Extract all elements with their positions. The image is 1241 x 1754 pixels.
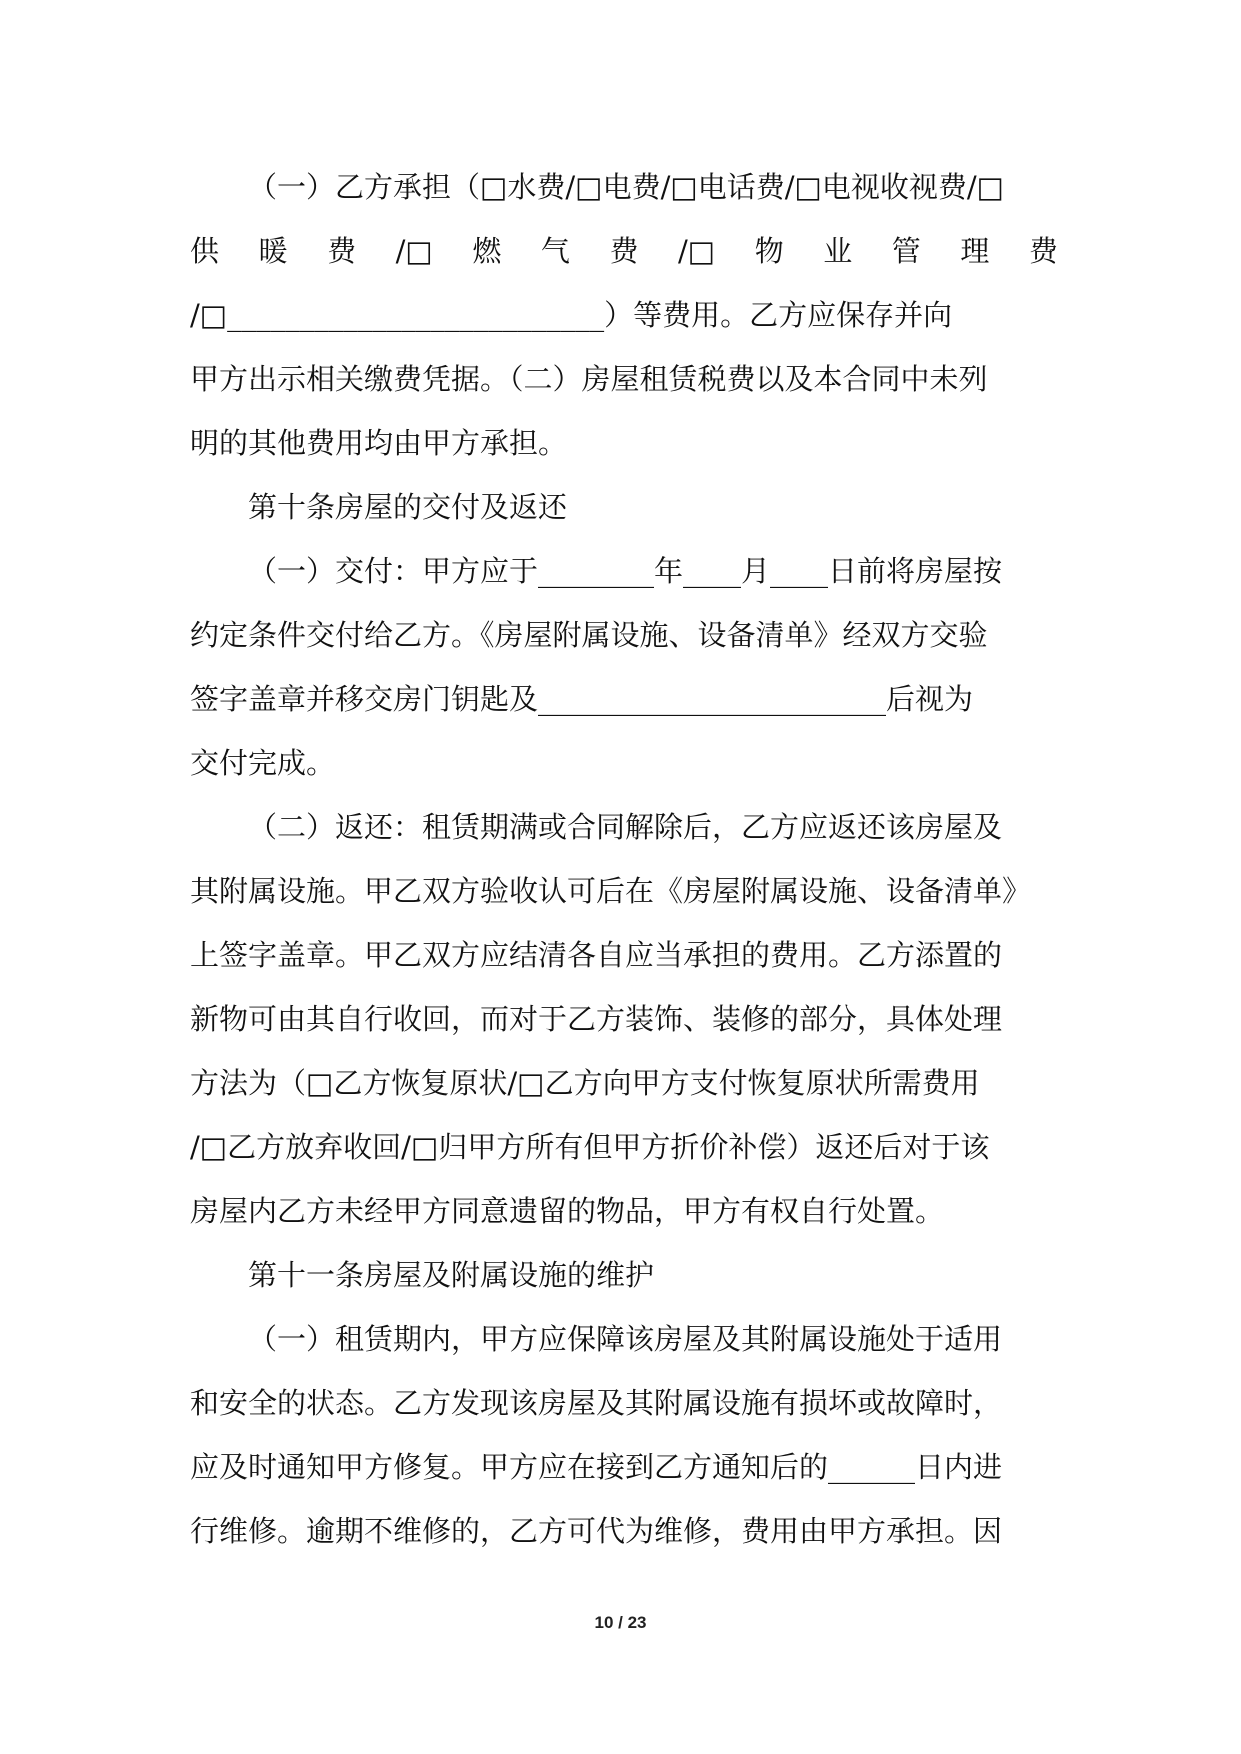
text-line: （一）交付：甲方应于________年____月____日前将房屋按 xyxy=(248,554,1003,588)
text-token: 燃 xyxy=(472,234,502,268)
text-token: 费 xyxy=(327,234,357,268)
text-line: 甲方出示相关缴费凭据。（二）房屋租赁税费以及本合同中未列 xyxy=(190,362,988,396)
text-line: 其附属设施。甲乙双方验收认可后在《房屋附属设施、设备清单》 xyxy=(190,874,1032,908)
text-token: 气 xyxy=(540,234,570,268)
text-line: （一）租赁期内，甲方应保障该房屋及其附属设施处于适用 xyxy=(248,1322,1003,1356)
text-token: /□ xyxy=(677,234,716,268)
text-token: 供 xyxy=(190,234,220,268)
text-token: 管 xyxy=(891,234,921,268)
text-line: /□__________________________）等费用。乙方应保存并向 xyxy=(190,298,953,332)
text-token: 物 xyxy=(754,234,784,268)
text-line: 行维修。逾期不维修的，乙方可代为维修，费用由甲方承担。因 xyxy=(190,1514,1003,1548)
text-line: 新物可由其自行收回，而对于乙方装饰、装修的部分，具体处理 xyxy=(190,1002,1003,1036)
text-line-justified xyxy=(190,219,1058,283)
text-line: 约定条件交付给乙方。《房屋附属设施、设备清单》经双方交验 xyxy=(190,618,988,652)
text-line: （一）乙方承担（□水费/□电费/□电话费/□电视收视费/□ xyxy=(248,170,1005,204)
page-number: 10 / 23 xyxy=(594,1613,647,1632)
section-heading: 第十条房屋的交付及返还 xyxy=(248,490,568,524)
text-line: （二）返还：租赁期满或合同解除后，乙方应返还该房屋及 xyxy=(248,810,1003,844)
text-token: 业 xyxy=(823,234,853,268)
document-body xyxy=(190,155,1058,1563)
text-line: 交付完成。 xyxy=(190,746,336,780)
text-line: 明的其他费用均由甲方承担。 xyxy=(190,426,568,460)
text-line: 方法为（□乙方恢复原状/□乙方向甲方支付恢复原状所需费用 xyxy=(190,1066,980,1100)
text-line: 和安全的状态。乙方发现该房屋及其附属设施有损坏或故障时， xyxy=(190,1386,1003,1420)
text-line: 签字盖章并移交房门钥匙及________________________后视为 xyxy=(190,682,974,716)
section-heading: 第十一条房屋及附属设施的维护 xyxy=(248,1258,655,1292)
text-token: 费 xyxy=(609,234,639,268)
text-line: /□乙方放弃收回/□归甲方所有但甲方折价补偿）返还后对于该 xyxy=(190,1130,990,1164)
text-token: 理 xyxy=(960,234,990,268)
text-line: 房屋内乙方未经甲方同意遗留的物品，甲方有权自行处置。 xyxy=(190,1194,945,1228)
text-token: 费 xyxy=(1028,234,1058,268)
text-token: 暖 xyxy=(258,234,288,268)
text-line: 上签字盖章。甲乙双方应结清各自应当承担的费用。乙方添置的 xyxy=(190,938,1003,972)
text-line: 应及时通知甲方修复。甲方应在接到乙方通知后的______日内进 xyxy=(190,1450,1003,1484)
text-token: /□ xyxy=(395,234,433,268)
